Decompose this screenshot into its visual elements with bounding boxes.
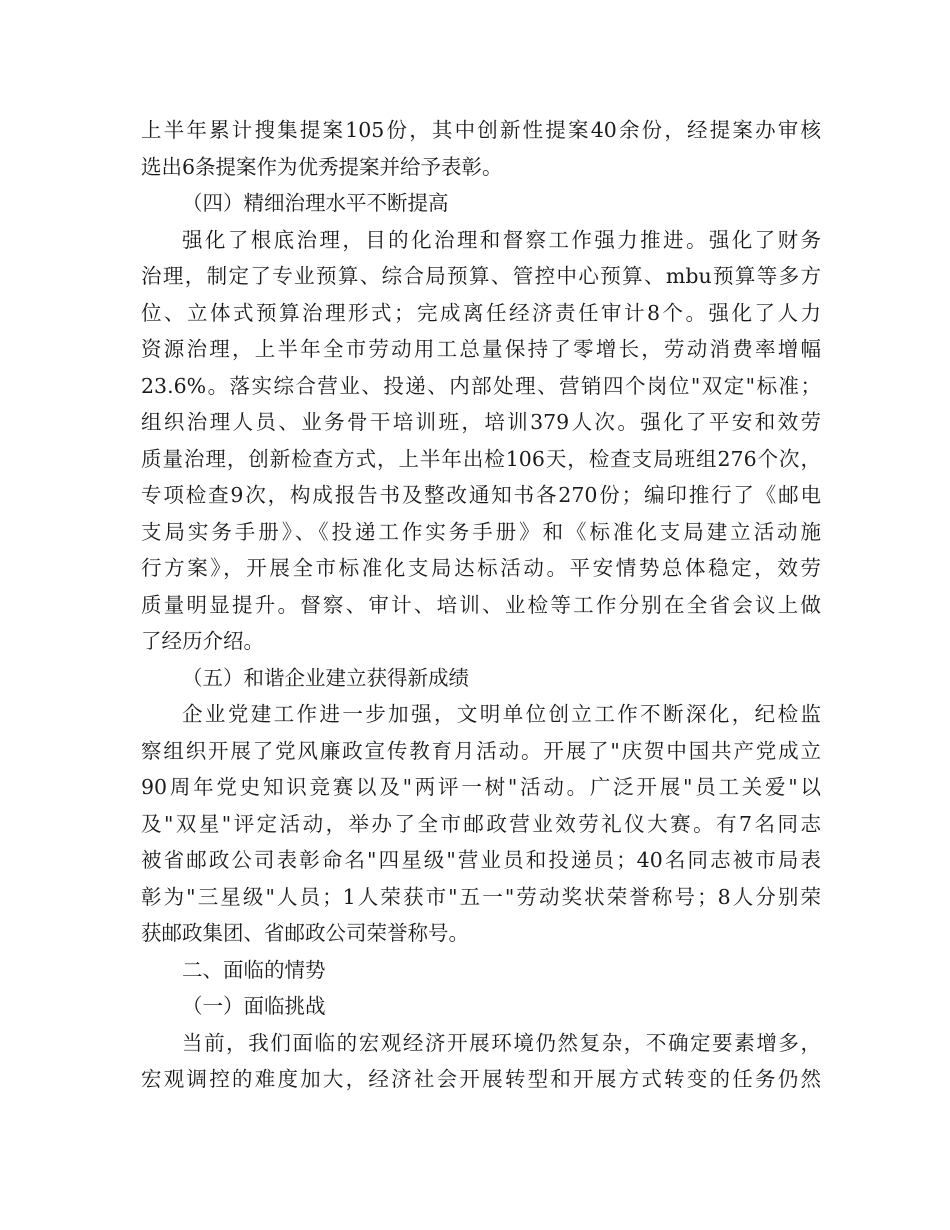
- text-line: 被省邮政公司表彰命名"四星级"营业员和投递员；40名同志被市局表: [141, 848, 821, 872]
- text-line: 23.6%。落实综合营业、投递、内部处理、营销四个岗位"双定"标准；: [141, 373, 821, 398]
- text-line: （五）和谐企业建立获得新成绩: [182, 665, 469, 690]
- text-line: 组织治理人员、业务骨干培训班，培训379人次。强化了平安和效劳: [141, 410, 821, 434]
- text-line: 了经历介绍。: [141, 629, 264, 653]
- text-line: 质量明显提升。督察、审计、培训、业检等工作分别在全省会议上做: [141, 592, 821, 617]
- text-line: 察组织开展了党风廉政宣传教育月活动。开展了"庆贺中国共产党成立: [141, 738, 821, 763]
- text-line: 上半年累计搜集提案105份，其中创新性提案40余份，经提案办审核: [141, 118, 821, 142]
- text-line: 质量治理，创新检查方式，上半年出检106天，检查支局班组276个次，: [141, 446, 821, 471]
- text-line: 彰为"三星级"人员；1人荣获市"五一"劳动奖状荣誉称号；8人分别荣: [141, 884, 821, 909]
- text-line: 行方案》，开展全市标准化支局达标活动。平安情势总体稳定，效劳: [141, 556, 821, 580]
- text-line: 选出6条提案作为优秀提案并给予表彰。: [141, 154, 503, 179]
- text-line: 二、面临的情势: [182, 957, 326, 982]
- text-line: 获邮政集团、省邮政公司荣誉称号。: [141, 921, 469, 945]
- text-line: 90周年党史知识竞赛以及"两评一树"活动。广泛开展"员工关爱"以: [141, 775, 821, 799]
- text-line: （一）面临挑战: [182, 994, 326, 1018]
- text-line: 强化了根底治理，目的化治理和督察工作强力推进。强化了财务: [182, 227, 821, 252]
- text-line: （四）精细治理水平不断提高: [182, 191, 449, 215]
- text-line: 当前，我们面临的宏观经济开展环境仍然复杂，不确定要素增多，: [182, 1030, 821, 1055]
- text-line: 资源治理，上半年全市劳动用工总量保持了零增长，劳动消费率增幅: [141, 337, 821, 361]
- text-line: 专项检查9次，构成报告书及整改通知书各270份；编印推行了《邮电: [141, 483, 821, 507]
- text-line: 支局实务手册》、《投递工作实务手册》和《标准化支局建立活动施: [141, 519, 821, 544]
- text-line: 位、立体式预算治理形式；完成离任经济责任审计8个。强化了人力: [141, 300, 821, 325]
- text-line: 及"双星"评定活动，举办了全市邮政营业效劳礼仪大赛。有7名同志: [141, 811, 821, 836]
- text-line: 治理，制定了专业预算、综合局预算、管控中心预算、mbu预算等多方: [141, 264, 821, 288]
- text-line: 宏观调控的难度加大，经济社会开展转型和开展方式转变的任务仍然: [141, 1067, 821, 1091]
- body-text: [141, 112, 821, 1098]
- text-line: 企业党建工作进一步加强，文明单位创立工作不断深化，纪检监: [182, 702, 821, 726]
